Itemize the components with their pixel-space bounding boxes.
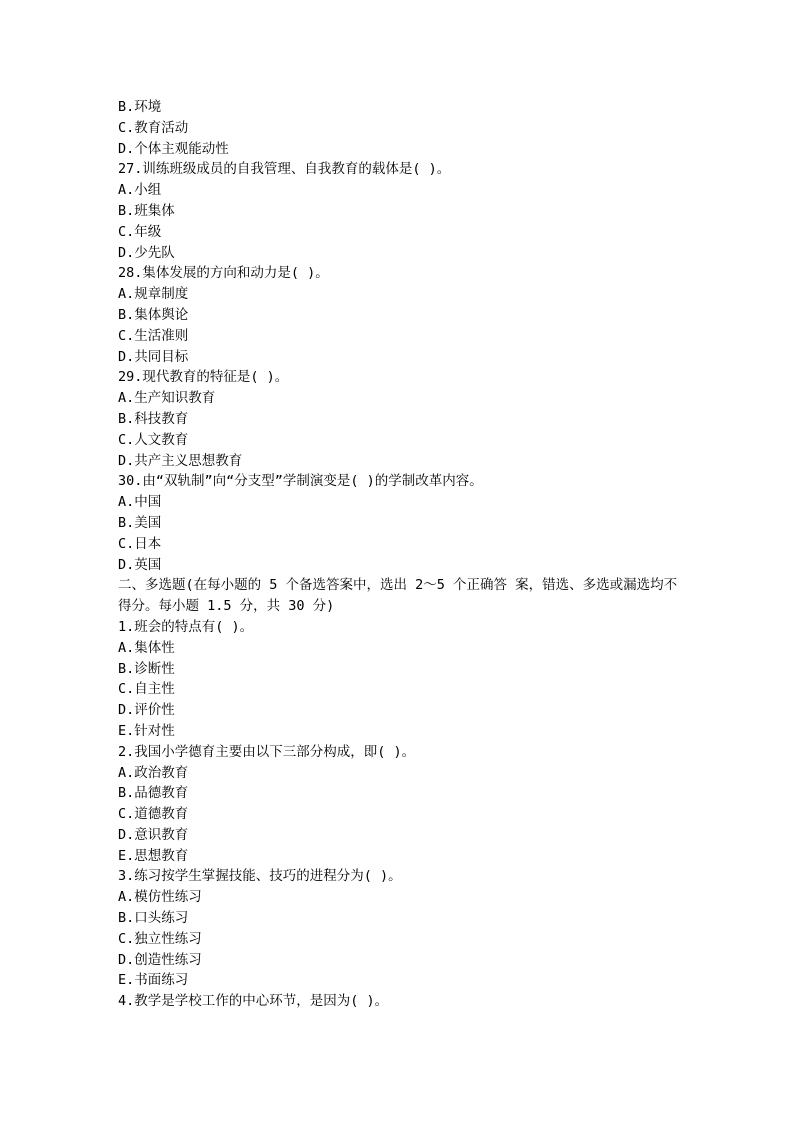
question-text: 二、多选题(在每小题的 5 个备选答案中，选出 2～5 个正确答 案，错选、多选或漏选均不	[118, 577, 678, 594]
question-text: 3.练习按学生掌握技能、技巧的进程分为( )。	[118, 868, 402, 885]
answer-option: B.集体舆论	[118, 306, 189, 323]
question-text: 2.我国小学德育主要由以下三部分构成，即( )。	[118, 743, 416, 760]
answer-option: D.意识教育	[118, 826, 189, 843]
answer-option: D.少先队	[118, 244, 175, 261]
answer-option: A.政治教育	[118, 764, 189, 781]
answer-option: D.个体主观能动性	[118, 140, 229, 157]
answer-option: D.创造性练习	[118, 951, 202, 968]
answer-option: C.道德教育	[118, 806, 189, 823]
answer-option: E.针对性	[118, 722, 175, 739]
answer-option: B.环境	[118, 99, 162, 115]
question-text: 28.集体发展的方向和动力是( )。	[118, 265, 329, 282]
document-page	[118, 97, 698, 1012]
answer-option: E.思想教育	[118, 847, 189, 864]
answer-option: A.模仿性练习	[118, 889, 202, 906]
question-text: 30.由“双轨制”向“分支型”学制演变是( )的学制改革内容。	[118, 473, 483, 490]
answer-option: D.英国	[118, 556, 162, 573]
answer-option: B.口头练习	[118, 910, 189, 927]
answer-option: B.诊断性	[118, 660, 175, 677]
question-text: 1.班会的特点有( )。	[118, 618, 254, 635]
answer-option: C.独立性练习	[118, 930, 202, 947]
question-text: 4.教学是学校工作的中心环节，是因为( )。	[118, 993, 389, 1010]
question-text: 27.训练班级成员的自我管理、自我教育的载体是( )。	[118, 161, 451, 178]
answer-option: B.品德教育	[118, 785, 189, 802]
answer-option: D.共同目标	[118, 348, 189, 365]
answer-option: A.集体性	[118, 639, 175, 656]
answer-option: C.年级	[118, 223, 162, 240]
answer-option: B.班集体	[118, 202, 175, 219]
answer-option: E.书面练习	[118, 972, 189, 989]
answer-option: A.生产知识教育	[118, 390, 216, 407]
answer-option: D.共产主义思想教育	[118, 452, 243, 469]
answer-option: D.评价性	[118, 702, 175, 719]
answer-option: B.美国	[118, 514, 162, 531]
answer-option: C.自主性	[118, 681, 175, 698]
answer-option: B.科技教育	[118, 410, 189, 427]
answer-option: C.日本	[118, 535, 162, 552]
question-text: 得分。每小题 1.5 分，共 30 分)	[118, 598, 335, 615]
answer-option: A.中国	[118, 494, 162, 511]
answer-option: C.人文教育	[118, 431, 189, 448]
question-text: 29.现代教育的特征是( )。	[118, 369, 289, 386]
answer-option: C.教育活动	[118, 119, 189, 136]
answer-option: C.生活准则	[118, 327, 189, 344]
answer-option: A.小组	[118, 182, 162, 199]
answer-option: A.规章制度	[118, 286, 189, 303]
